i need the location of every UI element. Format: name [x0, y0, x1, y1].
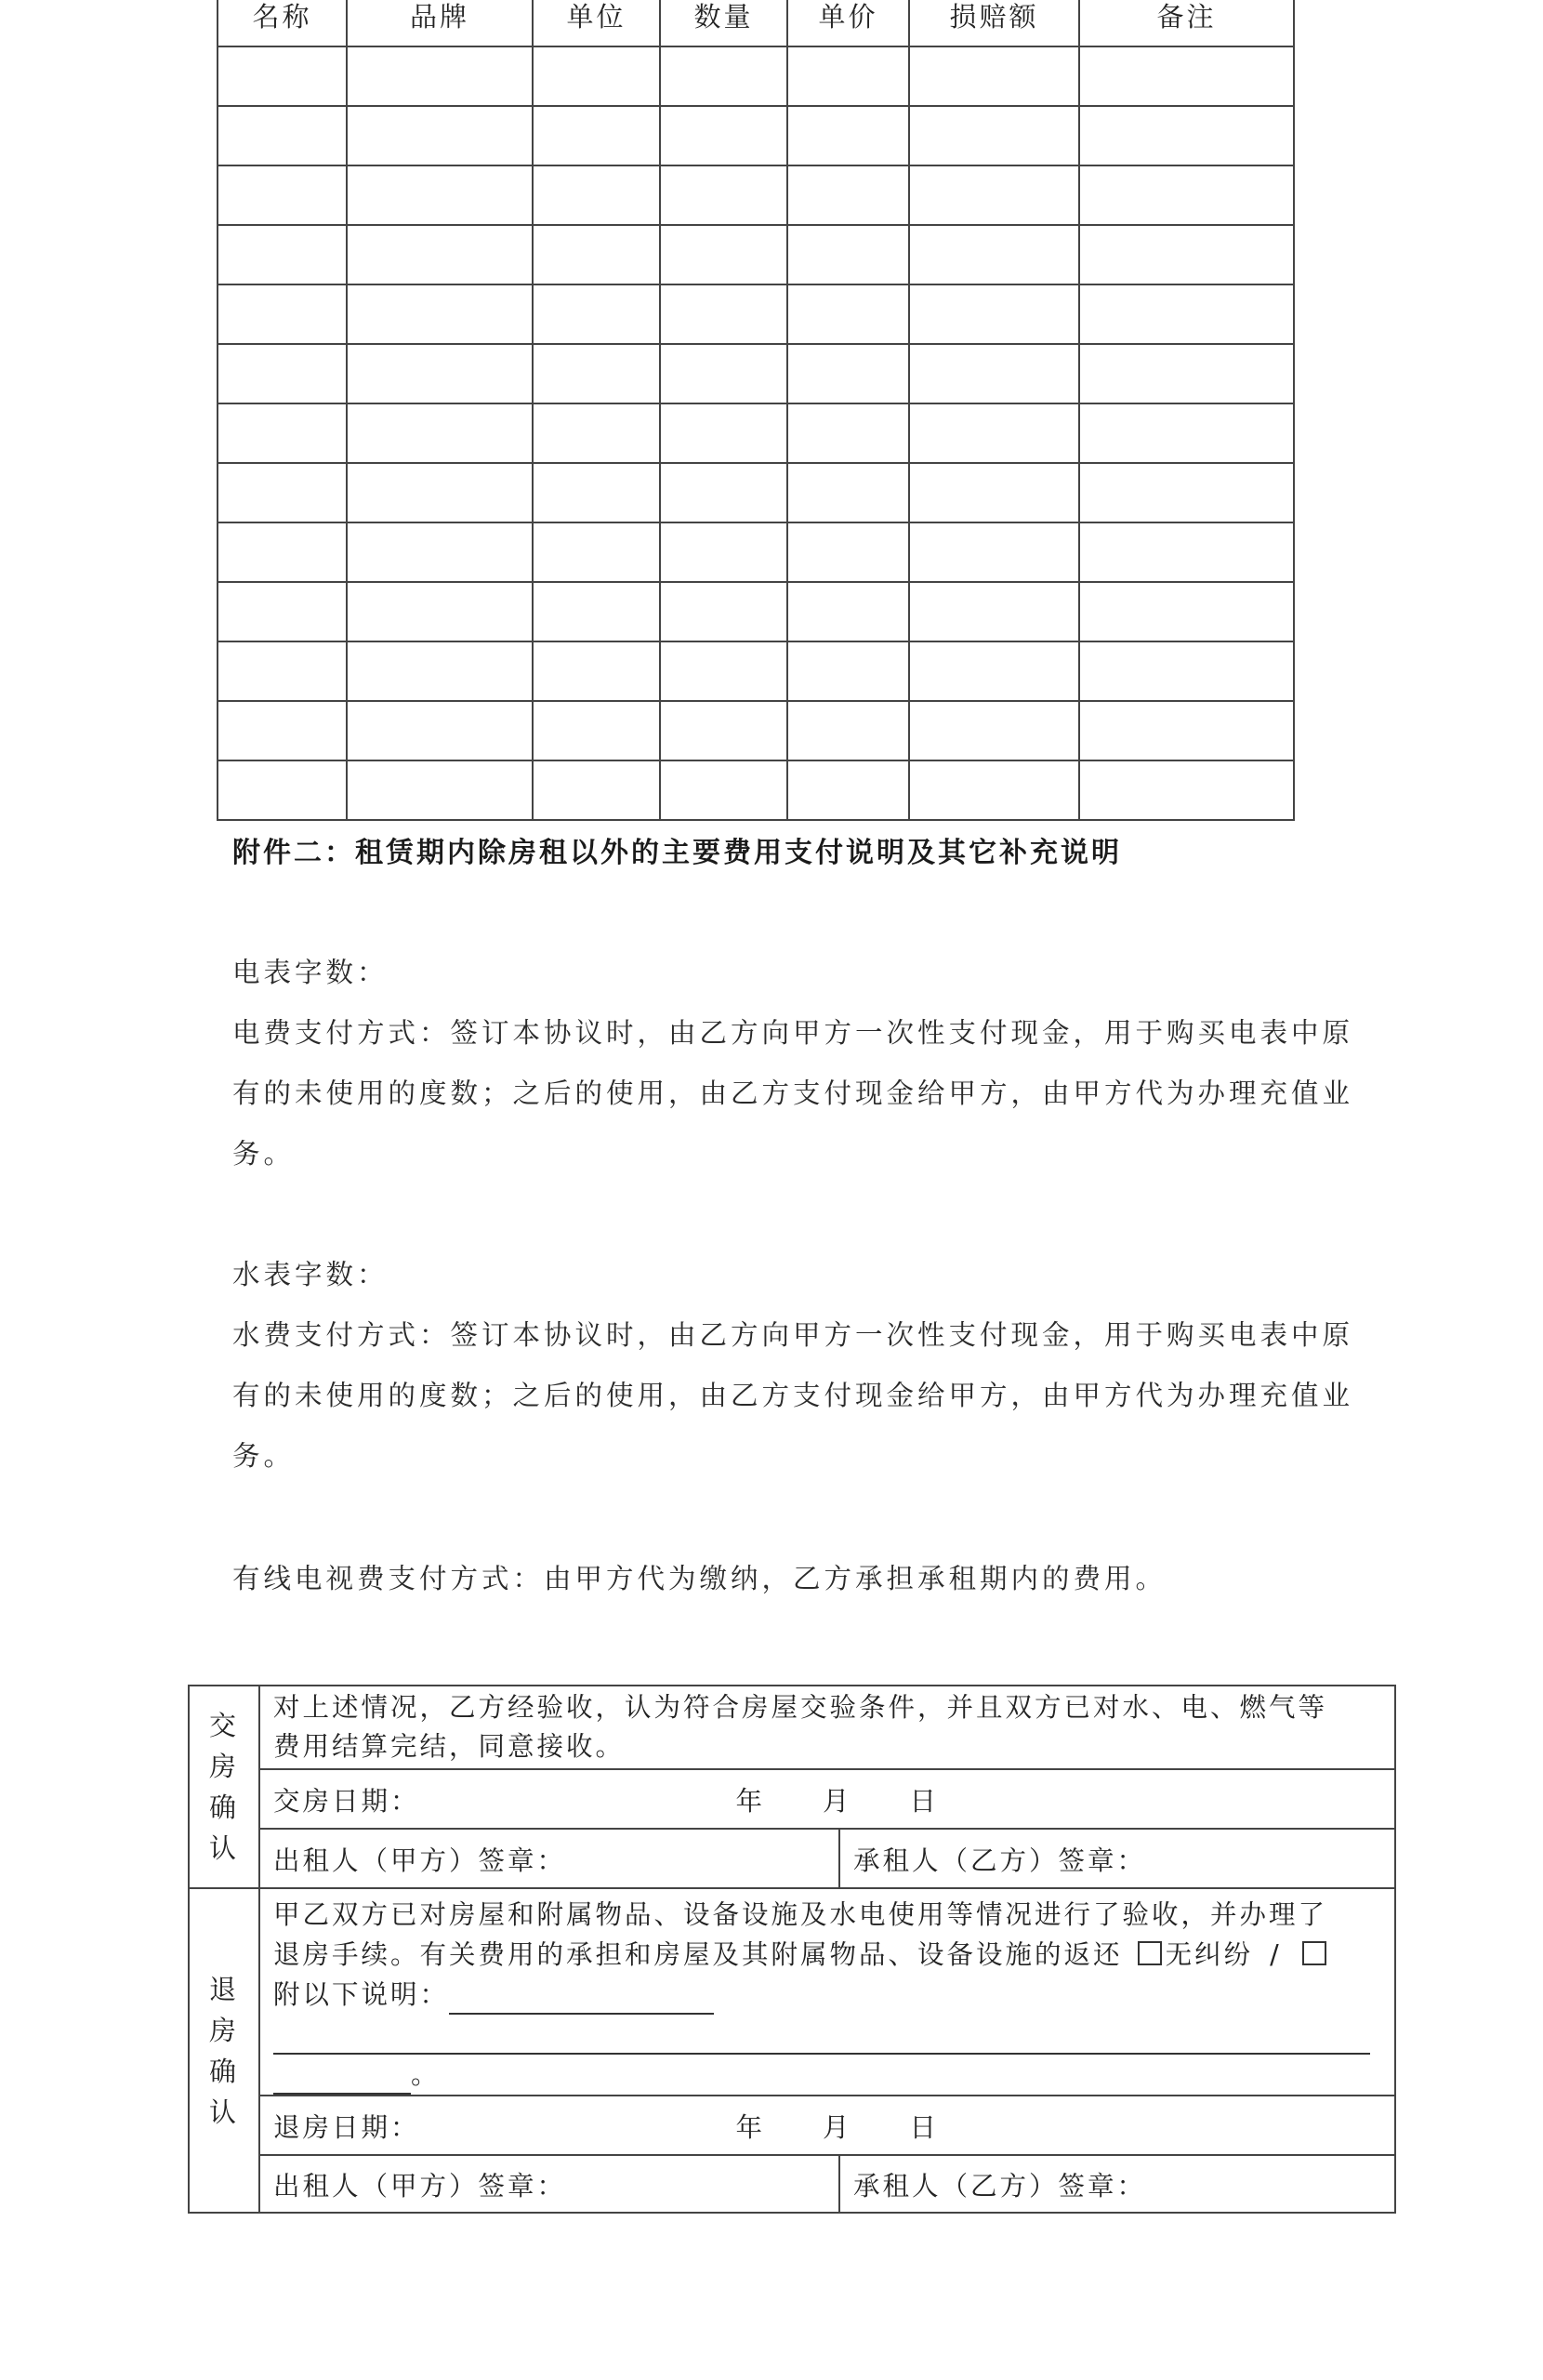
table-cell[interactable]: [660, 582, 787, 641]
table-cell[interactable]: [660, 46, 787, 106]
table-cell[interactable]: [787, 344, 909, 403]
damage-table-header-row: [218, 0, 1294, 46]
table-cell[interactable]: [787, 760, 909, 820]
table-cell[interactable]: [218, 760, 347, 820]
table-cell[interactable]: [1079, 582, 1294, 641]
table-cell[interactable]: [909, 582, 1079, 641]
table-cell[interactable]: [660, 165, 787, 225]
water-payment-line-1: 水费支付方式：签订本协议时，由乙方向甲方一次性支付现金，用于购买电表中原: [232, 1319, 1354, 1351]
table-cell[interactable]: [218, 582, 347, 641]
table-row: [218, 463, 1294, 522]
table-cell[interactable]: [347, 284, 533, 344]
table-cell[interactable]: [533, 582, 660, 641]
table-cell[interactable]: [533, 701, 660, 760]
table-row: [218, 344, 1294, 403]
table-cell[interactable]: [533, 225, 660, 284]
table-cell[interactable]: [660, 284, 787, 344]
table-cell[interactable]: [909, 403, 1079, 463]
table-cell[interactable]: [787, 701, 909, 760]
water-meter-label: 水表字数：: [232, 1259, 389, 1290]
table-cell[interactable]: [218, 46, 347, 106]
table-cell[interactable]: [347, 463, 533, 522]
table-cell[interactable]: [218, 284, 347, 344]
table-cell[interactable]: [347, 582, 533, 641]
table-cell[interactable]: [909, 165, 1079, 225]
table-cell[interactable]: [218, 463, 347, 522]
checkout-statement: 甲乙双方已对房屋和附属物品、设备设施及水电使用等情况进行了验收，并办理了 退房手续。有关费用的承担和房屋及其附属物品、设备设施的返还 无纠纷 / 附以下说明： 。: [259, 1888, 1395, 2096]
table-row: [218, 582, 1294, 641]
table-cell[interactable]: [909, 760, 1079, 820]
table-cell[interactable]: [787, 106, 909, 165]
table-cell[interactable]: [347, 344, 533, 403]
checkout-statement-row: [189, 1888, 1395, 2096]
electric-payment-line-2: 有的未使用的度数；之后的使用，由乙方支付现金给甲方，由甲方代为办理充值业: [232, 1078, 1354, 1109]
table-cell[interactable]: [218, 344, 347, 403]
table-row: [218, 165, 1294, 225]
table-row: [218, 106, 1294, 165]
handover-statement: 对上述情况，乙方经验收，认为符合房屋交验条件，并且双方已对水、电、燃气等 费用结算完结，同意接收。: [259, 1686, 1395, 1769]
checkout-tenant-sign[interactable]: 承租人（乙方）签章：: [839, 2155, 1395, 2213]
table-cell[interactable]: [218, 522, 347, 582]
table-cell[interactable]: [909, 225, 1079, 284]
table-cell[interactable]: [1079, 641, 1294, 701]
no-dispute-checkbox[interactable]: [1138, 1941, 1162, 1965]
table-cell[interactable]: [347, 760, 533, 820]
water-payment-line-2: 有的未使用的度数；之后的使用，由乙方支付现金给甲方，由甲方代为办理充值业: [232, 1380, 1354, 1411]
table-cell[interactable]: [1079, 284, 1294, 344]
table-cell[interactable]: [909, 106, 1079, 165]
table-cell[interactable]: [218, 403, 347, 463]
table-cell[interactable]: [909, 46, 1079, 106]
table-cell[interactable]: [660, 760, 787, 820]
handover-statement-row: [189, 1686, 1395, 1769]
table-cell[interactable]: [909, 522, 1079, 582]
table-cell[interactable]: [533, 403, 660, 463]
table-cell[interactable]: [533, 46, 660, 106]
damage-table-body: [218, 46, 1294, 820]
handover-day: 日: [909, 1785, 940, 1817]
table-cell[interactable]: [533, 641, 660, 701]
checkout-month: 月: [823, 2111, 852, 2143]
table-cell[interactable]: [1079, 344, 1294, 403]
table-cell[interactable]: [660, 641, 787, 701]
table-cell[interactable]: [660, 344, 787, 403]
table-cell[interactable]: [218, 106, 347, 165]
table-cell[interactable]: [1079, 225, 1294, 284]
table-cell[interactable]: [533, 522, 660, 582]
table-cell[interactable]: [787, 165, 909, 225]
table-cell[interactable]: [787, 641, 909, 701]
table-cell[interactable]: [787, 46, 909, 106]
table-cell[interactable]: [1079, 463, 1294, 522]
table-cell[interactable]: [787, 582, 909, 641]
table-cell[interactable]: [218, 225, 347, 284]
table-cell[interactable]: [533, 463, 660, 522]
table-row: [218, 522, 1294, 582]
damage-table: [217, 0, 1295, 821]
electric-payment-line-3: 务。: [232, 1138, 296, 1170]
table-cell[interactable]: [533, 760, 660, 820]
table-cell[interactable]: [1079, 701, 1294, 760]
no-dispute-label: 无纠纷: [1165, 1939, 1254, 1970]
table-cell[interactable]: [533, 106, 660, 165]
handover-sign-row: [189, 1829, 1395, 1888]
table-cell[interactable]: [347, 701, 533, 760]
cable-tv-payment: 有线电视费支付方式：由甲方代为缴纳，乙方承担承租期内的费用。: [232, 1563, 1167, 1594]
table-cell[interactable]: [533, 284, 660, 344]
notes-blank-1[interactable]: [449, 1984, 714, 2015]
table-row: [218, 701, 1294, 760]
table-cell[interactable]: [787, 284, 909, 344]
attached-notes-checkbox[interactable]: [1302, 1941, 1326, 1965]
confirmation-table: [188, 1685, 1396, 2214]
checkout-side-label: 退 房 确 认: [189, 1888, 259, 2213]
table-cell[interactable]: [218, 641, 347, 701]
table-cell[interactable]: [660, 403, 787, 463]
table-cell[interactable]: [1079, 106, 1294, 165]
confirmation-table-container: [188, 1685, 1394, 2214]
table-cell[interactable]: [909, 463, 1079, 522]
table-cell[interactable]: [909, 641, 1079, 701]
table-cell[interactable]: [1079, 403, 1294, 463]
table-cell[interactable]: [787, 225, 909, 284]
water-payment-line-3: 务。: [232, 1440, 296, 1472]
table-cell[interactable]: [218, 701, 347, 760]
appendix2-heading: 附件二：租赁期内除房租以外的主要费用支付说明及其它补充说明: [232, 837, 1122, 869]
table-cell[interactable]: [347, 641, 533, 701]
table-cell[interactable]: [787, 463, 909, 522]
table-cell[interactable]: [533, 165, 660, 225]
header-unit: 单位: [533, 0, 660, 46]
table-row: [218, 403, 1294, 463]
handover-side-label: 交 房 确 认: [189, 1686, 259, 1888]
handover-month: 月: [823, 1785, 852, 1817]
table-cell[interactable]: [660, 463, 787, 522]
header-quantity: 数量: [660, 0, 787, 46]
table-cell[interactable]: [347, 522, 533, 582]
table-row: [218, 641, 1294, 701]
checkout-date-row: [189, 2096, 1395, 2155]
table-cell[interactable]: [1079, 165, 1294, 225]
checkout-year: 年: [735, 2111, 766, 2143]
table-row: [218, 225, 1294, 284]
header-brand: 品牌: [347, 0, 533, 46]
handover-landlord-sign[interactable]: 出租人（甲方）签章：: [259, 1829, 839, 1888]
handover-date-row: [189, 1769, 1395, 1829]
table-row: [218, 46, 1294, 106]
table-cell[interactable]: [787, 403, 909, 463]
damage-table-container: [217, 0, 1293, 821]
header-name: 名称: [218, 0, 347, 46]
notes-blank-3[interactable]: [273, 2064, 411, 2095]
handover-year: 年: [735, 1785, 766, 1817]
table-cell[interactable]: [660, 106, 787, 165]
table-cell[interactable]: [1079, 760, 1294, 820]
table-cell[interactable]: [1079, 46, 1294, 106]
checkout-date: 退房日期： 年 月 日: [259, 2096, 1395, 2155]
table-cell[interactable]: [347, 106, 533, 165]
table-cell[interactable]: [218, 165, 347, 225]
table-row: [218, 760, 1294, 820]
table-cell[interactable]: [347, 165, 533, 225]
header-unit-price: 单价: [787, 0, 909, 46]
table-cell[interactable]: [909, 284, 1079, 344]
handover-date: 交房日期： 年 月 日: [259, 1769, 1395, 1829]
table-cell[interactable]: [347, 225, 533, 284]
table-row: [218, 284, 1294, 344]
table-cell[interactable]: [909, 344, 1079, 403]
checkout-landlord-sign[interactable]: 出租人（甲方）签章：: [259, 2155, 839, 2213]
table-cell[interactable]: [909, 701, 1079, 760]
notes-blank-2[interactable]: [273, 2024, 1370, 2055]
table-cell[interactable]: [660, 225, 787, 284]
table-cell[interactable]: [660, 701, 787, 760]
table-cell[interactable]: [347, 403, 533, 463]
electric-meter-label: 电表字数：: [232, 957, 389, 988]
table-cell[interactable]: [1079, 522, 1294, 582]
header-compensation: 损赔额: [909, 0, 1079, 46]
checkout-day: 日: [909, 2111, 940, 2143]
table-cell[interactable]: [533, 344, 660, 403]
table-cell[interactable]: [347, 46, 533, 106]
handover-tenant-sign[interactable]: 承租人（乙方）签章：: [839, 1829, 1395, 1888]
table-cell[interactable]: [787, 522, 909, 582]
electric-payment-line-1: 电费支付方式：签订本协议时，由乙方向甲方一次性支付现金，用于购买电表中原: [232, 1017, 1354, 1049]
checkout-sign-row: [189, 2155, 1395, 2213]
table-cell[interactable]: [660, 522, 787, 582]
header-remarks: 备注: [1079, 0, 1294, 46]
